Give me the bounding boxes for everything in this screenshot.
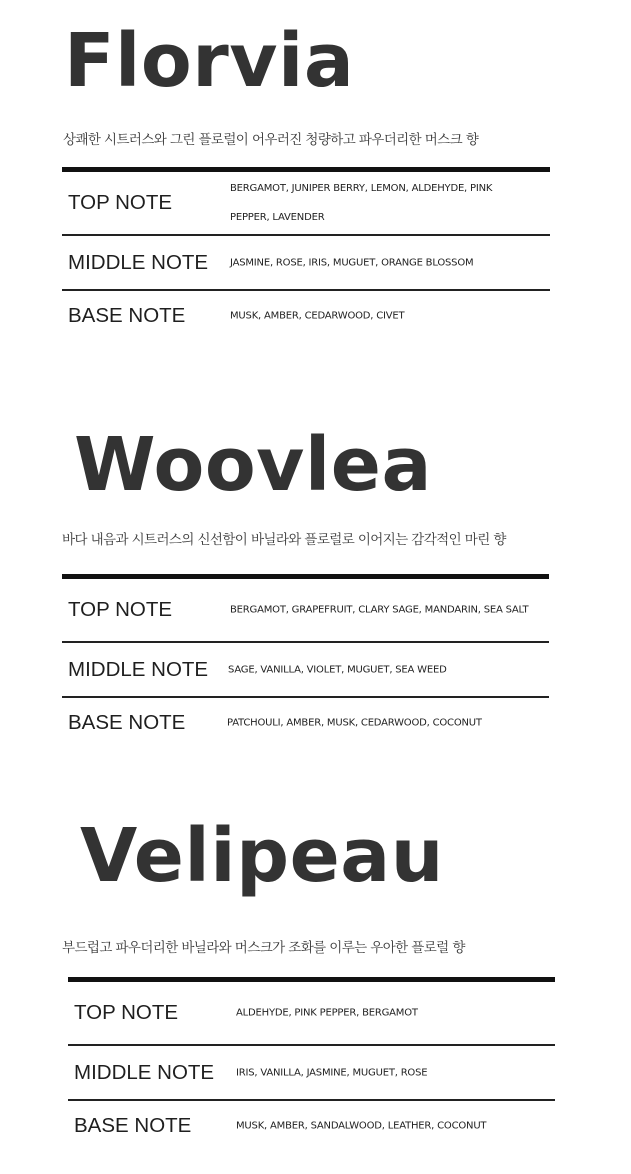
note-label: TOP NOTE — [68, 191, 173, 214]
note-values: ALDEHYDE, PINK PEPPER, BERGAMOT — [236, 1007, 418, 1019]
note-values: IRIS, VANILLA, JASMINE, MUGUET, ROSE — [236, 1067, 428, 1078]
note-label: TOP NOTE — [68, 598, 173, 621]
product-name: Woovlea — [74, 422, 432, 508]
note-values: SAGE, VANILLA, VIOLET, MUGUET, SEA WEED — [228, 664, 447, 675]
note-row-top — [68, 982, 555, 1046]
note-values: JASMINE, ROSE, IRIS, MUGUET, ORANGE BLOSSOM — [230, 257, 474, 268]
note-row-base — [62, 698, 549, 748]
note-label: BASE NOTE — [68, 711, 186, 734]
notes-table — [62, 574, 549, 748]
note-label: BASE NOTE — [68, 304, 186, 327]
note-row-middle — [62, 643, 549, 698]
product-name: Velipeau — [80, 813, 444, 899]
note-row-top — [62, 579, 549, 643]
note-label: MIDDLE NOTE — [74, 1060, 215, 1084]
notes-table — [62, 167, 550, 341]
note-label: MIDDLE NOTE — [68, 657, 209, 681]
note-row-middle — [68, 1046, 555, 1101]
note-label: TOP NOTE — [74, 1001, 179, 1024]
note-values: MUSK, AMBER, CEDARWOOD, CIVET — [230, 310, 405, 322]
note-values: PATCHOULI, AMBER, MUSK, CEDARWOOD, COCONUT — [227, 717, 482, 729]
note-row-base — [62, 291, 550, 341]
note-label: MIDDLE NOTE — [68, 250, 209, 274]
product-name: Florvia — [64, 18, 355, 104]
notes-table — [68, 977, 555, 1151]
note-values: BERGAMOT, GRAPEFRUIT, CLARY SAGE, MANDARIN, SEA SALT — [230, 604, 529, 616]
note-row-base — [68, 1101, 555, 1151]
product-description: 상쾌한 시트러스와 그린 플로럴이 어우러진 청량하고 파우더리한 머스크 향 — [63, 132, 479, 148]
product-description: 바다 내음과 시트러스의 신선함이 바닐라와 플로럴로 이어지는 감각적인 마린 향 — [62, 532, 506, 548]
note-values: BERGAMOT, JUNIPER BERRY, LEMON, ALDEHYDE, PINK PEPPER, LAVENDER — [230, 183, 493, 223]
note-row-middle — [62, 236, 550, 291]
note-row-top — [62, 172, 550, 236]
note-label: BASE NOTE — [74, 1114, 192, 1137]
note-values: MUSK, AMBER, SANDALWOOD, LEATHER, COCONUT — [236, 1120, 487, 1132]
product-description: 부드럽고 파우더리한 바닐라와 머스크가 조화를 이루는 우아한 플로럴 향 — [62, 940, 465, 956]
